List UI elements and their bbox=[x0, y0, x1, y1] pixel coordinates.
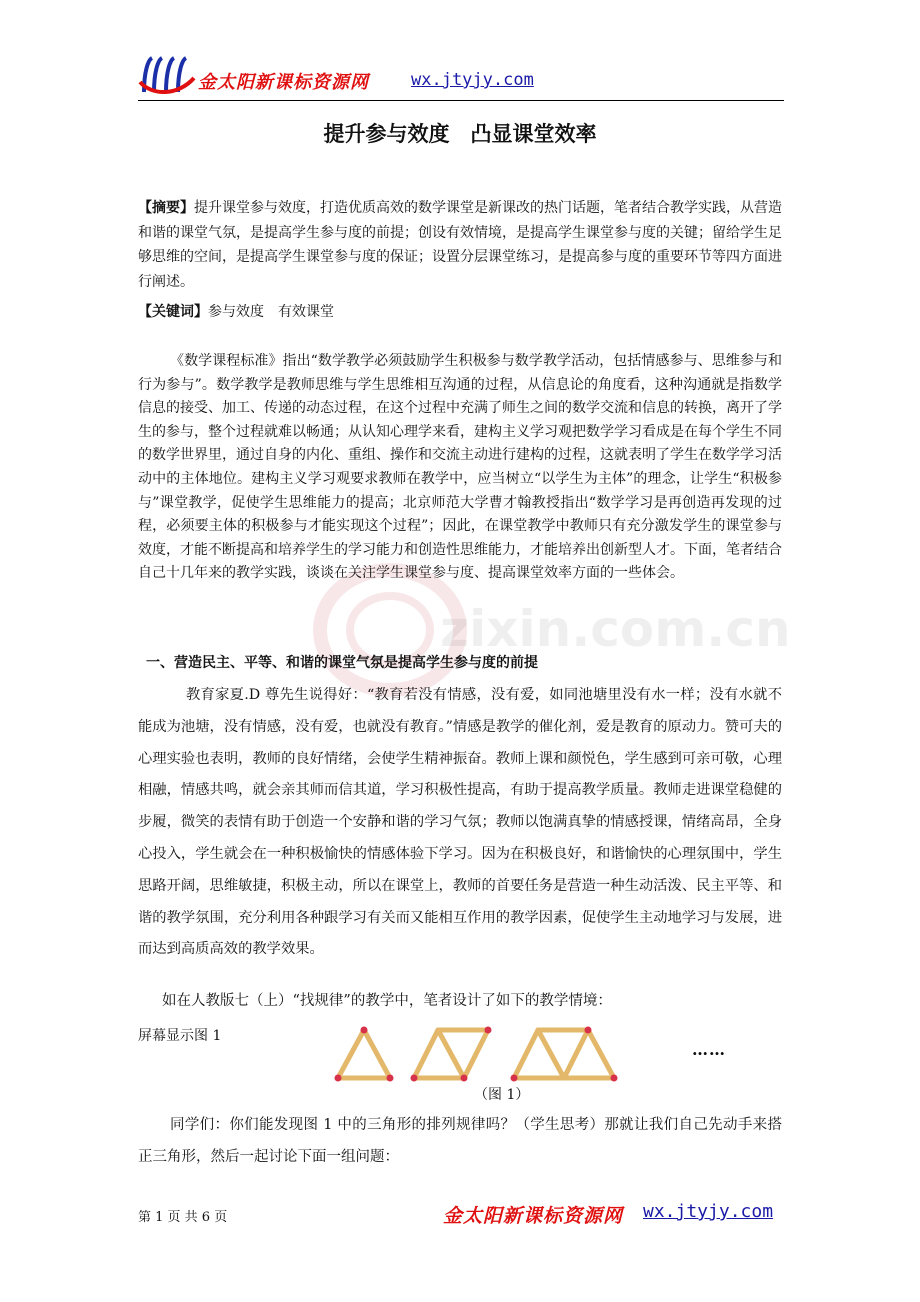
footer-brand: 金太阳新课标资源网 bbox=[443, 1205, 624, 1227]
matchstick-triangles-figure bbox=[330, 1022, 650, 1086]
abstract-text: 提升课堂参与效度，打造优质高效的数学课堂是新课改的热门话题，笔者结合教学实践，从营造和谐的课堂气氛，是提高学生参与度的前提；创设有效情境，是提高学生课堂参与度的关键；留给学生足够思维的空间，是提高学生课堂参与度的保证；设置分层课堂练习，是提高参与度的重要环节等四方面进行阐述。 bbox=[138, 200, 782, 290]
question-paragraph: 同学们：你们能发现图 1 中的三角形的排列规律吗？（学生思考）那就让我们自己先动手来搭正三角形，然后一起讨论下面一组问题： bbox=[138, 1117, 782, 1165]
section1-paragraph: 教育家夏.D 尊先生说得好：“教育若没有情感，没有爱，如同池塘里没有水一样；没有水就不能成为池塘，没有情感，没有爱，也就没有教育。”情感是教学的催化剂，爱是教育的原动力。赞可夫的心理实验也表明，教师的良好情绪，会使学生精神振奋。教师上课和颜悦色，学生感到可亲可敬，心理相融，情感共鸣，就会亲其师而信其道，学习积极性提高，有助于提高教学质量。教师走进课堂稳健的步履，微笑的表情有助于创造一个安静和谐的学习气氛；教师以饱满真挚的情感授课，情绪高昂，全身心投入，学生就会在一种积极愉快的情感体验下学习。因为在积极良好，和谐愉快的心理氛围中，学生思路开阔，思维敏捷，积极主动，所以在课堂上，教师的首要任务是营造一种生动活泼、民主平等、和谐的教学氛围，充分利用各种跟学习有关而又能相互作用的教学因素，促使学生主动地学习与发展，进而达到高质高效的教学效果。 bbox=[138, 687, 782, 958]
example-intro: 如在人教版七（上）“找规律”的教学中，笔者设计了如下的教学情境： bbox=[162, 993, 612, 1009]
brand-name: 金太阳新课标资源网 bbox=[198, 72, 369, 93]
keywords-text: 参与效度 有效课堂 bbox=[208, 304, 334, 320]
screen-label: 屏幕显示图 1 bbox=[138, 1028, 222, 1044]
abstract bbox=[138, 196, 782, 294]
figure-ellipsis: …… bbox=[692, 1040, 726, 1059]
intro-paragraph: 《数学课程标准》指出“数学教学必须鼓励学生积极参与数学教学活动，包括情感参与、思维参与和行为参与”。数学教学是教师思维与学生思维相互沟通的过程，从信息论的角度看，这种沟通就是指数学信息的接受、加工、传递的动态过程，在这个过程中充满了师生之间的数学交流和信息的转换，离开了学生的参与，整个过程就难以畅通；从认知心理学来看，建构主义学习观把数学学习看成是在每个学生不同的数学世界里，通过自身的内化、重组、操作和交流主动进行建构的过程，这就表明了学生在数学学习活动中的主体地位。建构主义学习观要求教师在教学中，应当树立“以学生为主体”的理念，让学生“积极参与”课堂教学，促使学生思维能力的提高；北京师范大学曹才翰教授指出“数学学习是再创造再发现的过程，必须要主体的积极参与才能实现这个过程”；因此，在课堂教学中教师只有充分激发学生的课堂参与效度，才能不断提高和培养学生的学习能力和创造性思维能力，才能培养出创新型人才。下面，笔者结合自己十几年来的教学实践，谈谈在关注学生课堂参与度、提高课堂效率方面的一些体会。 bbox=[138, 353, 782, 582]
header-url-link[interactable]: wx.jtyjy.com bbox=[411, 70, 534, 90]
keywords-label: 【关键词】 bbox=[138, 304, 208, 320]
jty-logo-icon bbox=[138, 52, 196, 98]
abstract-label: 【摘要】 bbox=[138, 200, 194, 216]
header-divider bbox=[138, 100, 784, 101]
watermark-text: zixin.com.cn bbox=[440, 600, 791, 658]
footer-url-link[interactable]: wx.jtyjy.com bbox=[643, 1201, 774, 1222]
page-number: 第 1 页 共 6 页 bbox=[138, 1210, 228, 1225]
page-title: 提升参与效度 凸显课堂效率 bbox=[323, 122, 597, 146]
page-header bbox=[138, 52, 784, 102]
keywords bbox=[138, 300, 782, 324]
figure-caption: （图 1） bbox=[474, 1087, 530, 1103]
section-heading-1: 一、营造民主、平等、和谐的课堂气氛是提高学生参与度的前提 bbox=[146, 655, 538, 671]
page-footer bbox=[138, 1200, 778, 1230]
